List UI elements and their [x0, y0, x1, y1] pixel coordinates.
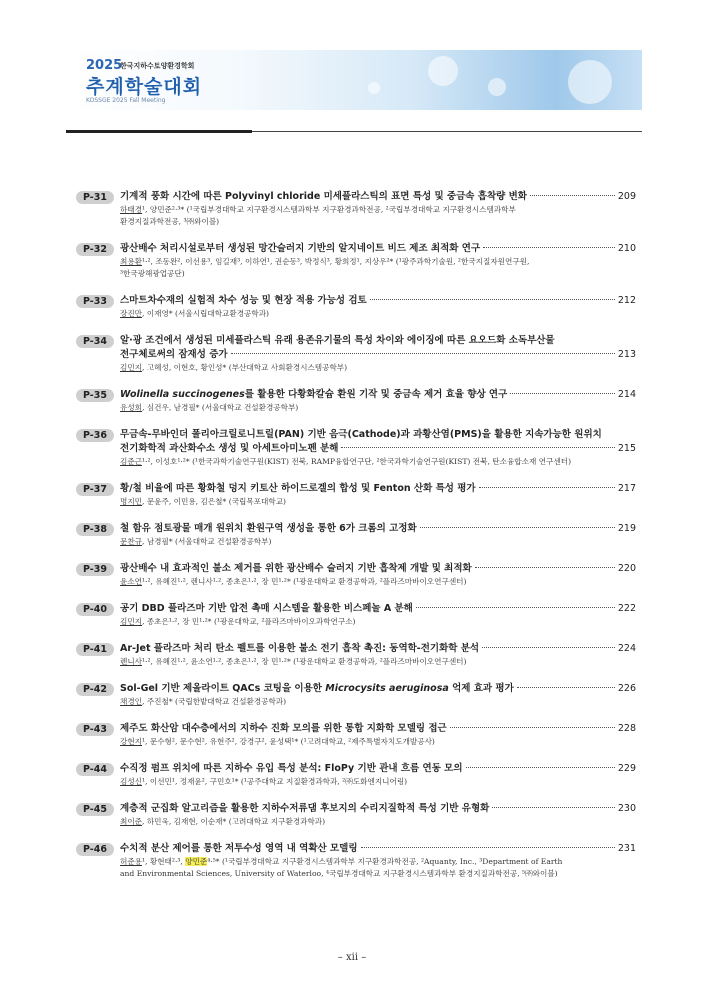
author-line [120, 456, 636, 468]
page-ref: 210 [617, 243, 636, 254]
page-ref: 231 [617, 843, 636, 854]
entry-title: 알·광 조건에서 생성된 미세플라스틱 유래 용존유기물의 특성 차이와 에이징에 따른 요오드화 소독부산물 [120, 335, 555, 346]
leader-dots [361, 847, 615, 848]
page-ref: 209 [617, 191, 636, 202]
page-ref: 220 [617, 563, 636, 574]
author-list-continued: ⁴·⁵* (¹국립부경대학교 지구환경시스템과학부 지구환경과학전공, ²Aquanty, Inc., ³Department of Earth [207, 857, 563, 866]
presenting-author: 장진만 [120, 309, 143, 318]
leader-dots [530, 195, 615, 196]
water-drop-decoration [568, 60, 612, 104]
entry-title-continued: 전구체로써의 잠재성 증가 [120, 349, 228, 360]
entry-title: 계층적 군집화 알고리즘을 활용한 지하수저류댐 후보지의 수리지질학적 특성 기반 유형화 [120, 803, 490, 814]
author-line [120, 268, 636, 280]
poster-code: P-38 [76, 523, 114, 536]
presenting-author: 문찬규 [120, 537, 143, 546]
toc-entry[interactable] [76, 562, 636, 588]
header-rule-thin [252, 131, 642, 132]
entry-title-continued: 전기화학적 과산화수소 생성 및 아세트아미노펜 분해 [120, 443, 339, 454]
entry-title: 공기 DBD 플라즈마 기반 압전 촉매 시스템을 활용한 비스페놀 A 분해 [120, 603, 413, 614]
page-ref: 219 [617, 523, 636, 534]
page-ref: 224 [617, 643, 636, 654]
leader-dots [450, 727, 615, 728]
leader-dots [517, 687, 615, 688]
presenting-author: 김성신 [120, 777, 143, 786]
leader-dots [479, 487, 615, 488]
entry-title: Wolinella succinogenes를 활용한 다황화칼슘 환원 기작 및 중금속 제거 효율 향상 연구 [120, 389, 508, 400]
author-line [120, 216, 636, 228]
author-list: ¹, 황현태²·³, [142, 857, 186, 866]
banner-title: 추계학술대회 [86, 76, 203, 98]
entry-title: 제주도 화산암 대수층에서의 지하수 진화 모의를 위한 통합 지화학 모델링 접근 [120, 723, 447, 734]
poster-code: P-31 [76, 191, 114, 204]
author-list: , 종초은¹·², 장 민¹·²* (¹광운대학교, ²플라즈마바이오과학연구소) [142, 617, 356, 626]
toc-entry[interactable] [76, 190, 636, 228]
page-ref: 215 [617, 443, 636, 454]
poster-code: P-45 [76, 803, 114, 816]
author-list: ¹, 문수형², 문수현², 유현주², 강경구², 윤성택¹* (¹고려대학교, ²제주특별자치도개발공사) [142, 737, 435, 746]
poster-code: P-37 [76, 483, 114, 496]
poster-code: P-44 [76, 763, 114, 776]
leader-dots [482, 647, 615, 648]
toc-entry[interactable] [76, 602, 636, 628]
author-line [120, 816, 636, 828]
toc-entry[interactable] [76, 802, 636, 828]
toc-entry[interactable] [76, 428, 636, 468]
author-line [120, 362, 636, 374]
page-ref: 213 [617, 349, 636, 360]
presenting-author: 명지민 [120, 497, 143, 506]
presenting-author: 강현지 [120, 737, 143, 746]
author-list: 환경지질과학전공, ³㈜와이블) [120, 217, 220, 226]
leader-dots [420, 527, 615, 528]
author-list: , 이재영* (서울시립대학교환경공학과) [142, 309, 270, 318]
author-line [120, 776, 636, 788]
leader-dots [492, 807, 615, 808]
author-list: ¹, 이선민¹, 정재윤², 구민호¹* (¹공주대학교 지질환경과학과, ²㈜도화엔지니어링) [142, 777, 408, 786]
entry-title: 스마트차수재의 실험적 차수 성능 및 현장 적용 가능성 검토 [120, 295, 367, 306]
author-line [120, 856, 636, 868]
entry-title: 철 함유 점토광물 매개 원위치 환원구역 생성을 통한 6가 크롬의 고정화 [120, 523, 417, 534]
poster-code: P-39 [76, 563, 114, 576]
presenting-author: 유성희 [120, 403, 143, 412]
poster-code: P-46 [76, 843, 114, 856]
page-ref: 229 [617, 763, 636, 774]
poster-code: P-33 [76, 295, 114, 308]
presenting-author: 김민지 [120, 617, 143, 626]
toc-entry[interactable] [76, 294, 636, 320]
poster-code: P-35 [76, 389, 114, 402]
banner-year: 2025 [86, 58, 123, 73]
entry-title: 황/철 비율에 따른 황화철 덩지 키토산 하이드로겔의 합성 및 Fenton 산화 특성 평가 [120, 483, 476, 494]
entry-title: 광산배수 처리시설로부터 생성된 망간슬러지 기반의 알지네이트 비드 제조 최적화 연구 [120, 243, 481, 254]
author-line [120, 616, 636, 628]
author-line [120, 256, 636, 268]
presenting-author: 렌니사 [120, 657, 143, 666]
leader-dots [483, 247, 615, 248]
species-name: Microcysits aeruginosa [325, 683, 449, 694]
header-banner [68, 50, 642, 110]
author-line [120, 696, 636, 708]
author-list: and Environmental Sciences, University of Waterloo, ⁴국립부경대학교 지구환경시스템과학부 환경지질과학전공, ⁵㈜와이블) [120, 869, 558, 878]
toc-entry[interactable] [76, 762, 636, 788]
author-list: , 주진철* (국립한밭대학교 건설환경공학과) [142, 697, 287, 706]
author-list: , 문윤주, 이민용, 김은철* (국립목포대학교) [142, 497, 287, 506]
banner-subtitle: KOSSGE 2025 Fall Meeting [86, 97, 166, 104]
author-list: ¹·², 이성호¹·²* (¹한국과학기술연구원(KIST) 전북, RAMP융합연구단, ²한국과학기술연구원(KIST) 전북, 탄소융합소재 연구센터) [142, 457, 572, 466]
author-list: ¹, 양민준²·³* (¹국립부경대학교 지구환경시스템과학부 지구환경과학전공, ²국립부경대학교 지구환경시스템과학부 [142, 205, 516, 214]
page-ref: 217 [617, 483, 636, 494]
page-ref: 230 [617, 803, 636, 814]
toc-entry[interactable] [76, 682, 636, 708]
entry-title: 기계적 풍화 시간에 따른 Polyvinyl chloride 미세플라스틱의 표면 특성 및 중금속 흡착량 변화 [120, 191, 527, 202]
author-line [120, 308, 636, 320]
author-list: , 하민욱, 김재현, 이순재* (고려대학교 지구환경과학과) [142, 817, 326, 826]
banner-org: 한국지하수토양환경학회 [120, 62, 195, 70]
poster-code: P-40 [76, 603, 114, 616]
highlighted-author: 양민준 [185, 857, 208, 866]
author-list: ³한국광해광업공단) [120, 269, 185, 278]
header-rule-thick [66, 130, 252, 133]
leader-dots [416, 607, 615, 608]
author-line [120, 868, 636, 880]
presenting-author: 윤소연 [120, 577, 143, 586]
toc-entry[interactable] [76, 522, 636, 548]
toc-entries [76, 190, 636, 894]
author-list: ¹·², 유혜진¹·², 렌니사¹·², 종초은¹·², 장 민¹·²* (¹광운대학교 환경공학과, ²플라즈마바이오연구센터) [142, 577, 467, 586]
water-drop-decoration [368, 82, 380, 94]
author-list: ¹·², 조동완², 이선용³, 임길재³, 이하연¹, 권순동³, 박정식³, 황희정¹, 지상우²* (¹광주과학기술원, ²한국지질자원연구원, [142, 257, 530, 266]
poster-code: P-42 [76, 683, 114, 696]
species-name: Wolinella succinogenes [120, 389, 245, 400]
toc-entry[interactable] [76, 334, 636, 374]
toc-entry[interactable] [76, 388, 636, 414]
author-list: , 심건우, 남경필* (서울대학교 건설환경공학부) [142, 403, 299, 412]
entry-title: 수치적 분산 제어를 통한 저투수성 영역 내 역확산 모델링 [120, 843, 358, 854]
author-list: , 남경필* (서울대학교 건설환경공학부) [142, 537, 272, 546]
poster-code: P-32 [76, 243, 114, 256]
toc-entry[interactable] [76, 642, 636, 668]
page-ref: 212 [617, 295, 636, 306]
author-list: , 고혜성, 이현호, 황인성* (부산대학교 사회환경시스템공학부) [142, 363, 348, 372]
author-line [120, 536, 636, 548]
toc-entry[interactable] [76, 842, 636, 880]
author-line [120, 736, 636, 748]
page-ref: 226 [617, 683, 636, 694]
presenting-author: 최이준 [120, 817, 143, 826]
leader-dots [466, 767, 615, 768]
toc-entry[interactable] [76, 242, 636, 280]
page-number: – xii – [337, 952, 367, 963]
page-ref: 222 [617, 603, 636, 614]
author-line [120, 496, 636, 508]
entry-title: 무금속-무바인더 폴리아크릴로니트릴(PAN) 기반 음극(Cathode)과 과황산염(PMS)을 활용한 지속가능한 원위치 [120, 429, 602, 440]
leader-dots [510, 393, 615, 394]
toc-entry[interactable] [76, 482, 636, 508]
leader-dots [370, 299, 615, 300]
toc-entry[interactable] [76, 722, 636, 748]
presenting-author: 채경인 [120, 697, 143, 706]
poster-code: P-43 [76, 723, 114, 736]
author-line [120, 204, 636, 216]
entry-title: Sol-Gel 기반 제올라이트 QACs 코팅을 이용한 Microcysits aeruginosa 억제 효과 평가 [120, 683, 514, 694]
presenting-author: 김준근 [120, 457, 143, 466]
presenting-author: 하태경 [120, 205, 143, 214]
water-drop-decoration [488, 78, 506, 96]
presenting-author: 김민지 [120, 363, 143, 372]
presenting-author: 최용환 [120, 257, 143, 266]
entry-title: 광산배수 내 효과적인 불소 제거를 위한 광산배수 슬러지 기반 흡착제 개발 및 최적화 [120, 563, 472, 574]
author-line [120, 656, 636, 668]
leader-dots [231, 353, 615, 354]
author-line [120, 576, 636, 588]
entry-title: Ar-Jet 플라즈마 처리 탄소 펠트를 이용한 불소 전기 흡착 촉진: 동역학-전기화학 분석 [120, 643, 480, 654]
poster-code: P-34 [76, 335, 114, 348]
leader-dots [475, 567, 615, 568]
water-drop-decoration [428, 56, 458, 86]
entry-title: 수직정 펌프 위치에 따른 지하수 유입 특성 분석: FloPy 기반 관내 흐름 연동 모의 [120, 763, 463, 774]
author-line [120, 402, 636, 414]
leader-dots [341, 447, 614, 448]
poster-code: P-41 [76, 643, 114, 656]
presenting-author: 허준용 [120, 857, 143, 866]
page-ref: 214 [617, 389, 636, 400]
poster-code: P-36 [76, 429, 114, 442]
page-ref: 228 [617, 723, 636, 734]
author-list: ¹·², 유혜진¹·², 윤소연¹·², 종초은¹·², 장 민¹·²* (¹광운대학교 환경공학과, ²플라즈마바이오연구센터) [142, 657, 467, 666]
